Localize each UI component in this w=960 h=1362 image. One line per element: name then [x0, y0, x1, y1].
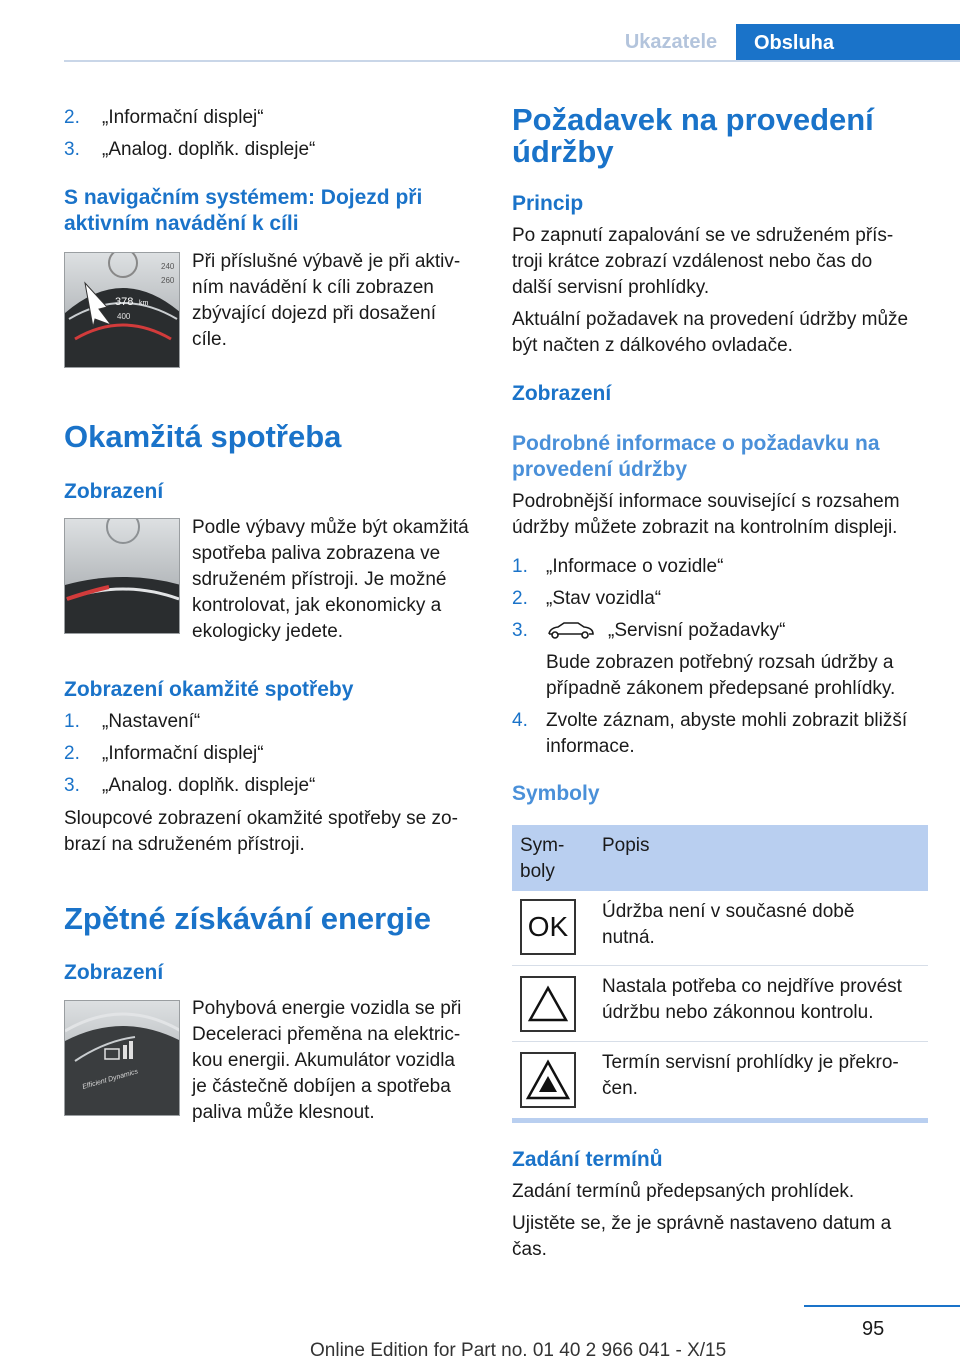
list-item: „Analog. doplňk. displeje“ — [102, 775, 316, 796]
section-title-recovery: Zpětné získávání energie — [64, 901, 431, 936]
step-text: „Stav vozidla“ — [546, 588, 662, 609]
table-row — [512, 891, 928, 966]
table-cell-description: čen. — [602, 1078, 638, 1099]
consumption-text: spotřeba paliva zobrazena ve — [192, 543, 441, 564]
step-number: 4. — [512, 710, 528, 731]
step-number: 1. — [512, 556, 528, 577]
nav-text: Při příslušné výbavě je při aktiv- — [192, 251, 461, 272]
recovery-text: Pohybová energie vozidla se při — [192, 998, 462, 1019]
gauge-range-graphic — [65, 253, 180, 368]
dates-text2: čas. — [512, 1239, 547, 1260]
principle-text: další servisní prohlídky. — [512, 277, 710, 298]
step-text: „Informace o vozidle“ — [546, 556, 724, 577]
table-header-symbols: boly — [520, 861, 555, 882]
recovery-image — [64, 1000, 180, 1116]
nav-heading-line2: aktivním navádění k cíli — [64, 212, 299, 235]
consumption-text: Podle výbavy může být okamžitá — [192, 517, 469, 538]
header-tab-indicators[interactable]: Ukazatele — [624, 31, 718, 53]
display-heading: Zobrazení — [512, 382, 612, 405]
footer-edition: Online Edition for Part no. 01 40 2 966 041 - X/15 — [310, 1340, 727, 1361]
consumption-graphic — [65, 519, 180, 634]
detail-text: údržby můžete zobrazit na kontrolním displeji. — [512, 517, 898, 538]
list-number: 3. — [64, 139, 80, 160]
consumption-text: ekologicky jedete. — [192, 621, 344, 642]
nav-text: ním navádění k cíli zobrazen — [192, 277, 434, 298]
principle-text2: být načten z dálkového ovladače. — [512, 335, 793, 356]
table-row — [512, 966, 928, 1042]
table-cell-description: Termín servisní prohlídky je překro- — [602, 1052, 899, 1073]
principle-text: troji krátce zobrazí vzdálenost nebo čas do — [512, 251, 873, 272]
recovery-text: paliva může klesnout. — [192, 1102, 375, 1123]
detail-heading-line2: provedení údržby — [512, 458, 688, 481]
table-header-symbols: Sym- — [520, 835, 565, 856]
bar-display-text: brazí na sdruženém přístroji. — [64, 834, 305, 855]
header-tab-operation[interactable]: Obsluha — [736, 24, 960, 62]
recovery-image-label: Efficient Dynamics — [81, 1068, 139, 1091]
principle-text: Po zapnutí zapalování se ve sdruženém přís- — [512, 225, 894, 246]
detail-heading: Podrobné informace o požadavku na — [512, 432, 880, 455]
bar-display-text: Sloupcové zobrazení okamžité spotřeby se zo- — [64, 808, 458, 829]
list-item: „Informační displej“ — [102, 743, 264, 764]
subsection-display: Zobrazení — [64, 961, 164, 984]
gauge-range-value: 378 — [115, 296, 134, 308]
ok-icon: OK — [520, 899, 576, 955]
gauge-scale-label: 400 — [117, 312, 131, 321]
step-text: Bude zobrazen potřebný rozsah údržby a — [546, 652, 894, 673]
table-row — [512, 1042, 928, 1118]
svg-text:260: 260 — [161, 276, 175, 285]
consumption-image — [64, 518, 180, 634]
step-text: případně zákonem předepsané prohlídky. — [546, 678, 896, 699]
table-header — [512, 825, 928, 891]
gauge-range-image — [64, 252, 180, 368]
principle-text2: Aktuální požadavek na provedení údržby může — [512, 309, 909, 330]
recovery-graphic — [65, 1001, 180, 1116]
section-title-maintenance: Požadavek na provedení — [512, 102, 874, 137]
list-number: 1. — [64, 711, 80, 732]
table-cell-description: Údržba není v současné době — [602, 901, 855, 922]
list-number: 3. — [64, 775, 80, 796]
nav-text: cíle. — [192, 329, 227, 350]
step-text: Zvolte záznam, abyste mohli zobrazit bližší — [546, 710, 908, 731]
list-number: 2. — [64, 743, 80, 764]
list-number: 2. — [64, 107, 80, 128]
warning-triangle-icon — [520, 976, 576, 1032]
table-cell-description: nutná. — [602, 927, 655, 948]
recovery-text: Deceleraci přeměna na elektric- — [192, 1024, 461, 1045]
recovery-text: je částečně dobíjen a spotřeba — [192, 1076, 451, 1097]
step-number: 3. — [512, 620, 528, 641]
nav-heading-line1: S navigačním systémem: Dojezd při — [64, 186, 423, 209]
list-item: „Informační displej“ — [102, 107, 264, 128]
table-cell-description: Nastala potřeba co nejdříve provést — [602, 976, 902, 997]
dates-heading: Zadání termínů — [512, 1148, 663, 1171]
step-text: „Servisní požadavky“ — [608, 620, 786, 641]
display-consumption-heading: Zobrazení okamžité spotřeby — [64, 678, 354, 701]
svg-text:240: 240 — [161, 262, 175, 271]
step-number: 2. — [512, 588, 528, 609]
nav-text: zbývající dojezd při dosažení — [192, 303, 436, 324]
symbols-heading: Symboly — [512, 782, 600, 805]
dates-text2: Ujistěte se, že je správně nastaveno datum a — [512, 1213, 892, 1234]
consumption-text: sdruženém přístroji. Je možné — [192, 569, 447, 590]
consumption-text: kontrolovat, jak ekonomicky a — [192, 595, 442, 616]
section-title-consumption: Okamžitá spotřeba — [64, 419, 342, 454]
table-footer-bar — [512, 1118, 928, 1123]
car-service-icon — [546, 621, 596, 646]
table-cell-description: údržbu nebo zákonnou kontrolu. — [602, 1002, 874, 1023]
step-text: informace. — [546, 736, 635, 757]
header-divider — [64, 60, 960, 62]
dates-text: Zadání termínů předepsaných prohlídek. — [512, 1181, 855, 1202]
table-header-description: Popis — [602, 835, 650, 856]
page-number: 95 — [862, 1318, 885, 1340]
gauge-range-unit: km — [139, 300, 149, 307]
recovery-text: kou energii. Akumulátor vozidla — [192, 1050, 455, 1071]
footer-divider — [804, 1305, 960, 1307]
list-item: „Nastavení“ — [102, 711, 201, 732]
subsection-display: Zobrazení — [64, 480, 164, 503]
principle-heading: Princip — [512, 192, 584, 215]
symbols-table — [512, 825, 928, 1123]
detail-text: Podrobnější informace související s rozsahem — [512, 491, 900, 512]
section-title-maintenance-line2: údržby — [512, 134, 614, 169]
overdue-triangle-icon — [520, 1052, 576, 1108]
list-item: „Analog. doplňk. displeje“ — [102, 139, 316, 160]
